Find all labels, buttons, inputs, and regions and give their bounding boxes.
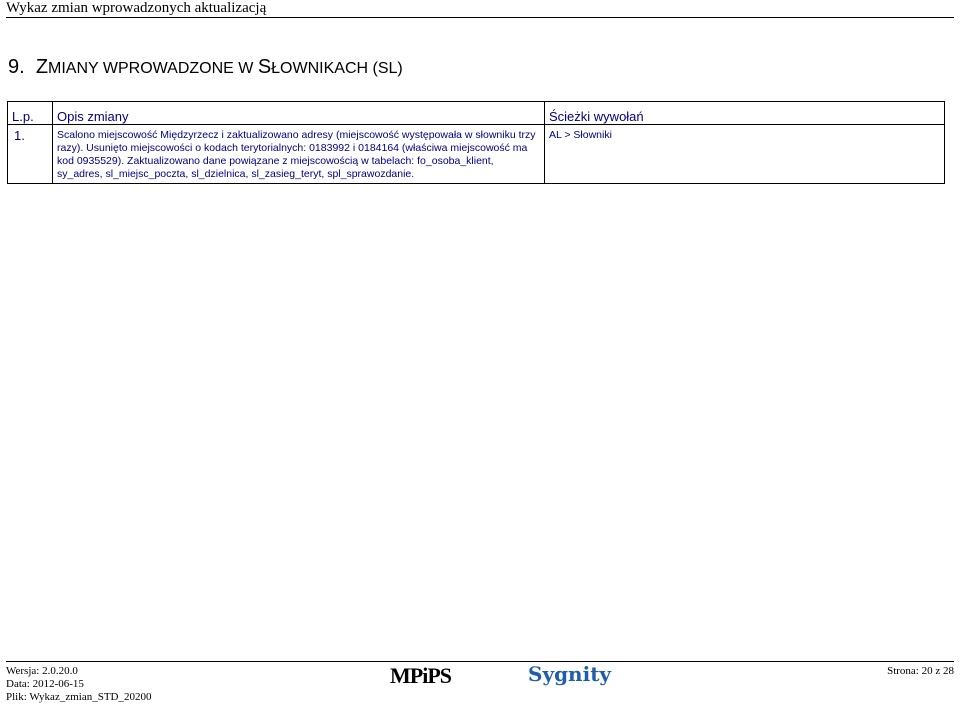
cell-sciezki: AL > Słowniki [545,125,945,184]
footer-meta [6,665,151,704]
document-header [6,0,954,18]
section-title [8,56,403,79]
section-title-part-2: MIANY WPROWADZONE W [48,60,258,77]
footer-wersja: Wersja: 2.0.20.0 [6,665,78,677]
footer-data: Data: 2012-06-15 [6,678,84,690]
header-lp: L.p. [8,102,53,125]
section-number: 9. [8,56,25,78]
section-title-part-4: ŁOWNIKACH (SL) [271,60,403,77]
footer-strona: Strona: 20 z 28 [887,665,954,677]
page-footer [6,661,954,701]
footer-plik: Plik: Wykaz_zmian_STD_20200 [6,691,152,703]
cell-lp: 1. [8,125,53,184]
table-row [8,125,945,184]
table-header-row [8,102,945,125]
section-title-part-3: S [257,56,272,78]
header-opis-zmiany: Opis zmiany [53,102,545,125]
sygnity-logo: Sygnity [528,662,612,686]
header-sciezki-wywolan: Ścieżki wywołań [545,102,945,125]
cell-opis: Scalono miejscowość Międzyrzecz i zaktualizowano adresy (miejscowość występowała w słowniku trzy razy). Usunięto miejscowości o kodach terytorialnych: 0183992 i 0184164 (właściwa miejscowość ma kod 0935529). Zaktualizowano dane powiązane z miejscowością w tabelach: fo_osoba_klient, sy_adres, sl_miejsc_poczta, sl_dzielnica, sl_zasieg_teryt, spl_sprawozdanie. [53,125,545,184]
changes-table [7,101,945,184]
document-header-title: Wykaz zmian wprowadzonych aktualizacją [6,0,267,16]
mpips-logo: MPiPS [390,663,451,688]
section-title-part-1: Z [35,56,49,78]
